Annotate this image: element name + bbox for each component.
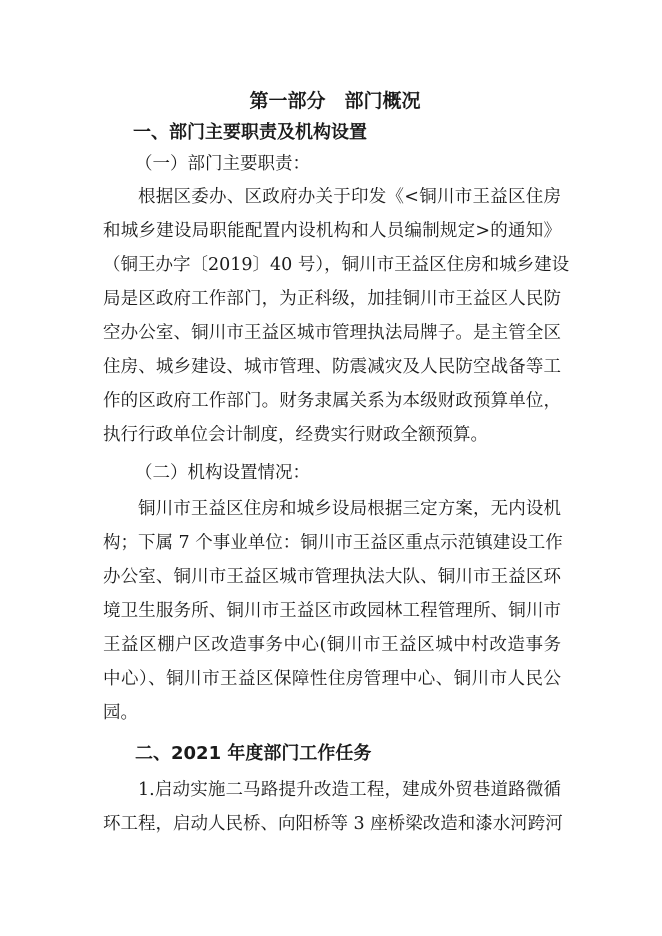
paragraph-line: 作的区政府工作部门。财务隶属关系为本级财政预算单位， xyxy=(103,391,561,411)
paragraph-line: 境卫生服务所、铜川市王益区市政园林工程管理所、铜川市 xyxy=(103,601,561,621)
paragraph-line: 办公室、铜川市王益区城市管理执法大队、铜川市王益区环 xyxy=(103,567,561,587)
paragraph-line: 根据区委办、区政府办关于印发《<铜川市王益区住房 xyxy=(138,187,561,207)
paragraph-line: 构；下属 7 个事业单位：铜川市王益区重点示范镇建设工作 xyxy=(103,533,563,553)
paragraph-line: 空办公室、铜川市王益区城市管理执法局牌子。是主管全区 xyxy=(103,323,561,343)
paragraph-line: 住房、城乡建设、城市管理、防震减灾及人民防空战备等工 xyxy=(103,357,561,377)
section-heading: 二、2021 年度部门工作任务 xyxy=(135,743,372,764)
paragraph-line: （铜王办字〔2019〕40 号），铜川市王益区住房和城乡建设 xyxy=(103,255,570,275)
subsection-heading: （一）部门主要职责： xyxy=(135,154,310,174)
part-title: 第一部分 部门概况 xyxy=(249,90,421,112)
paragraph-line: 中心）、铜川市王益区保障性住房管理中心、铜川市人民公 xyxy=(103,669,561,689)
paragraph-line: 铜川市王益区住房和城乡设局根据三定方案，无内设机 xyxy=(138,499,561,519)
paragraph-line: 王益区棚户区改造事务中心(铜川市王益区城中村改造事务 xyxy=(103,635,561,655)
subsection-heading: （二）机构设置情况： xyxy=(135,463,310,483)
paragraph-line: 1.启动实施二马路提升改造工程，建成外贸巷道路微循 xyxy=(138,780,561,800)
paragraph-line: 局是区政府工作部门，为正科级，加挂铜川市王益区人民防 xyxy=(103,289,561,309)
paragraph-line: 执行行政单位会计制度，经费实行财政全额预算。 xyxy=(103,425,488,445)
section-heading: 一、部门主要职责及机构设置 xyxy=(133,122,367,143)
paragraph-line: 环工程，启动人民桥、向阳桥等 3 座桥梁改造和漆水河跨河 xyxy=(103,814,563,834)
paragraph-line: 和城乡建设局职能配置内设机构和人员编制规定>的通知》 xyxy=(103,221,561,241)
paragraph-line: 园。 xyxy=(103,703,138,723)
